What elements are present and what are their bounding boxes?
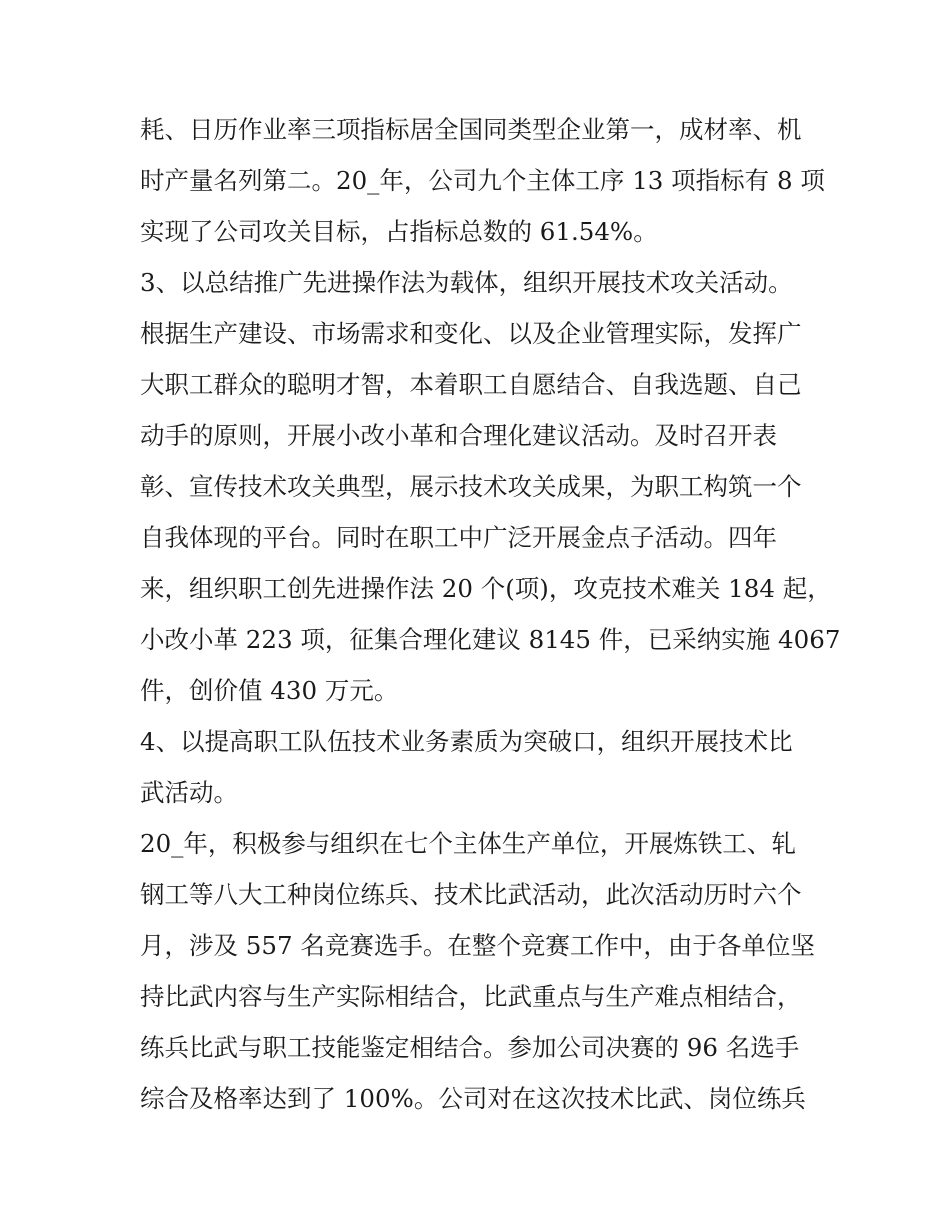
- text-line: 耗、日历作业率三项指标居全国同类型企业第一，成材率、机: [140, 115, 802, 144]
- text-line: 来，组织职工创先进操作法 20 个(项)，攻克技术难关 184 起，: [140, 574, 832, 603]
- document-body: [140, 104, 841, 1124]
- text-line: 20_年，积极参与组织在七个主体生产单位，开展炼铁工、轧: [140, 829, 796, 858]
- text-line: 时产量名列第二。20_年，公司九个主体工序 13 项指标有 8 项: [140, 166, 825, 195]
- text-line: 3、以总结推广先进操作法为载体，组织开展技术攻关活动。: [140, 268, 793, 297]
- text-line: 大职工群众的聪明才智，本着职工自愿结合、自我选题、自己: [140, 370, 802, 399]
- text-line: 钢工等八大工种岗位练兵、技术比武活动，此次活动历时六个: [140, 880, 802, 909]
- text-line: 武活动。: [140, 778, 238, 807]
- text-line: 动手的原则，开展小改小革和合理化建议活动。及时召开表: [140, 421, 777, 450]
- text-line: 综合及格率达到了 100%。公司对在这次技术比武、岗位练兵: [140, 1084, 806, 1113]
- text-line: 4、以提高职工队伍技术业务素质为突破口，组织开展技术比: [140, 727, 793, 756]
- text-line: 练兵比武与职工技能鉴定相结合。参加公司决赛的 96 名选手: [140, 1033, 800, 1062]
- text-line: 彰、宣传技术攻关典型，展示技术攻关成果，为职工构筑一个: [140, 472, 802, 501]
- text-line: 持比武内容与生产实际相结合，比武重点与生产难点相结合，: [140, 982, 802, 1011]
- text-line: 根据生产建设、市场需求和变化、以及企业管理实际，发挥广: [140, 319, 802, 348]
- text-line: 件，创价值 430 万元。: [140, 676, 399, 705]
- text-line: 小改小革 223 项，征集合理化建议 8145 件，已采纳实施 4067: [140, 625, 841, 654]
- text-line: 自我体现的平台。同时在职工中广泛开展金点子活动。四年: [140, 523, 777, 552]
- text-line: 月，涉及 557 名竞赛选手。在整个竞赛工作中，由于各单位坚: [140, 931, 815, 960]
- text-line: 实现了公司攻关目标，占指标总数的 61.54%。: [140, 217, 658, 246]
